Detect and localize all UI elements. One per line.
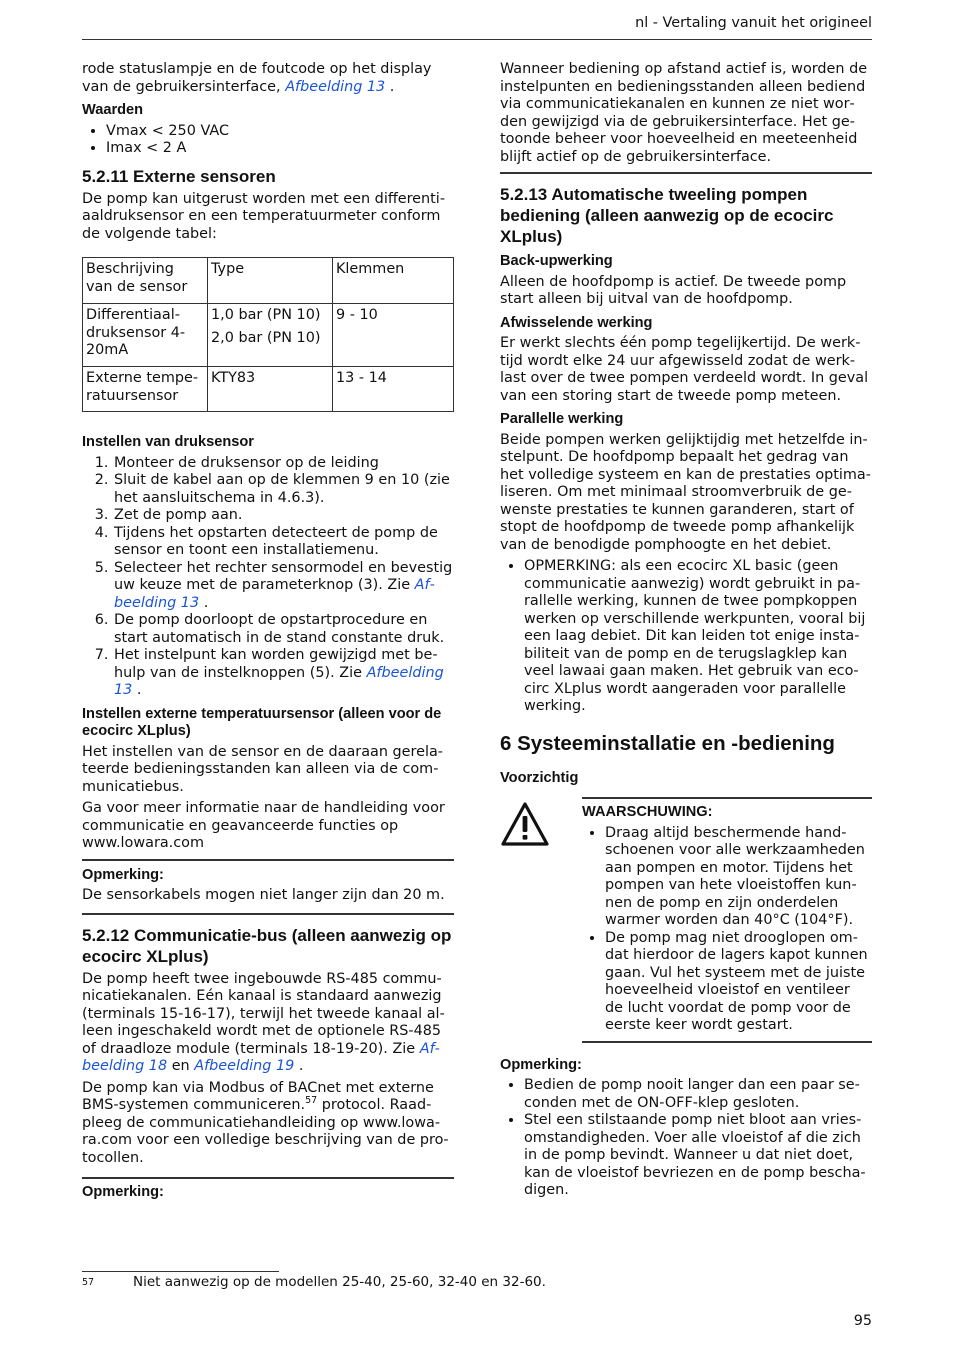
table-cell [208,304,333,367]
paragraph-text: en [171,1058,190,1074]
intro-paragraph [82,61,454,96]
warning-triangle-icon [500,797,582,1043]
footnote-rule [82,1271,279,1272]
step-end: . [203,594,209,611]
sensor-table [82,257,454,412]
link-afbeelding-13[interactable]: Afbeelding 13 [114,577,435,611]
intro-end: . [389,78,395,95]
list-item [113,560,454,613]
list-item [113,647,454,700]
note-text: als een ecocirc XL basic (geen communicatie aanwezig) wordt gebruikt in parallelle werking, kunnen de twee pompkoppen werken op verschillende werkpunten, vooral bij een laag debiet. Dit kan leiden tot enige instabiliteit van de pomp en de terugslagklep kan veel lawaai gaan maken. Het gebruik van ecocirc XLplus wordt aangeraden voor parallelle werking. [524,558,866,714]
warning-list [582,825,872,1035]
parallel-note-list [500,558,872,716]
page-number: 95 [853,1313,872,1329]
step-text: Het instelpunt kan worden gewijzigd met behulp van de instelknoppen (5). Zie [114,647,438,681]
alternating-text: Er werkt slechts één pomp tegelijkertijd. De werktijd wordt elke 24 uur afgewisseld zodat de werklast over de twee pompen verdeeld wordt. In geval van een storing start de tweede pomp meteen. [500,335,869,404]
note-heading: Opmerking: [82,1184,164,1200]
section-5-2-13-heading: 5.2.13 Automatische tweeling pompen bediening (alleen aanwezig op de ecocirc XLplus) [500,185,834,246]
waarden-list [82,123,454,158]
table-cell: 13 - 14 [333,367,454,412]
link-afbeelding-19[interactable]: Afbeelding 19 [194,1058,295,1074]
list-item: 4. Tijdens het opstarten detecteert de pomp de sensor en toont een installatiemenu. [113,525,454,560]
step-text: Selecteer het rechter sensormodel en bevestig uw keuze met de parameterknop (3). Zie [114,559,453,593]
temp-sensor-heading: Instellen externe temperatuursensor (alleen voor de ecocirc XLplus) [82,705,442,739]
section-5-2-12-paragraph [82,1080,454,1168]
list-item: • De pomp mag niet drooglopen omdat hierdoor de lagers kapot kunnen gaan. Vul het systeem met de juiste hoeveelheid vloeistof en ventileer de lucht voordat de pomp voor de eerste keer wordt gestart. [605,930,872,1035]
left-column [82,61,454,1205]
waarden-heading: Waarden [82,102,144,118]
footnote-ref[interactable]: 57 [305,1095,318,1107]
paragraph-text: De pomp kan via Modbus of BACnet met externe BMS-systemen communiceren. [82,1079,434,1113]
note-label: OPMERKING: [524,558,616,574]
table-cell: 9 - 10 [333,304,454,367]
list-item: • Draag altijd beschermende handschoenen voor alle werkzaamheden aan pompen en motor. Tijdens het pompen van hete vloeistoffen kunnen de pomp en zijn onderdelen warmer worden dan 40°C (104°F). [605,825,872,930]
table-row [83,304,454,367]
remote-control-paragraph: Wanneer bediening op afstand actief is, worden de instelpunten en bedieningsstanden alleen bediend via communicatiekanalen en kunnen ze niet worden gewijzigd via de gebruikersinterface. Het getoonde beheer voor hoeveelheid en meeteenheid blijft actief op de gebruikersinterface. [500,61,868,165]
table-cell: KTY83 [208,367,333,412]
parallel-text: Beide pompen werken gelijktijdig met hetzelfde instelpunt. De hoofdpomp bepaalt het gedrag van het volledige systeem en kan de prestaties optimaliseren. Om met minimaal stroomverbruik de gewenste prestaties te kunnen garanderen, start of stopt de hoofdpomp de tweede pomp afhankelijk van de benodigde pomphoogte en het debiet. [500,431,871,553]
backup-text: Alleen de hoofdpomp is actief. De tweede pomp start alleen bij uitval van de hoofdpomp. [500,273,847,307]
list-item: 3. Zet de pomp aan. [113,507,454,525]
note-heading: Opmerking: [82,866,164,883]
footnote-text: Niet aanwezig op de modellen 25-40, 25-60, 32-40 en 32-60. [133,1274,546,1290]
list-item: 6. De pomp doorloopt de opstartprocedure en start automatisch in de stand constante druk. [113,612,454,647]
list-item: 1. Monteer de druksensor op de leiding [113,455,454,473]
caution-heading: Voorzichtig [500,769,579,786]
section-5-2-12-heading: 5.2.12 Communicatie-bus (alleen aanwezig op ecocirc XLplus) [82,925,452,966]
list-item: • Imax < 2 A [106,140,454,158]
druksensor-heading: Instellen van druksensor [82,434,254,450]
list-item: • Stel een stilstaande pomp niet bloot aan vriesomstandigheden. Voer alle vloeistof af die zich in de pomp bevindt. Wanneer u dat niet doet, kan de vloeistof bevriezen en de pomp beschadigen. [524,1112,872,1200]
note-text: De sensorkabels mogen niet langer zijn dan 20 m. [82,887,445,903]
alternating-heading: Afwisselende werking [500,314,653,331]
warning-content [582,797,872,1043]
chapter-6-heading: 6 Systeeminstallatie en -bediening [500,731,835,755]
section-5-2-11-heading: 5.2.11 Externe sensoren [82,166,276,186]
list-item: 2. Sluit de kabel aan op de klemmen 9 en 10 (zie het aansluitschema in 4.6.3). [113,472,454,507]
link-afbeelding-13[interactable]: Afbeelding 13 [114,664,444,698]
temp-sensor-paragraph: Ga voor meer informatie naar de handleiding voor communicatie en geavanceerde functies op www.lowara.com [82,800,445,851]
link-afbeelding-13[interactable]: Afbeelding 13 [285,78,386,95]
note-box [82,859,454,915]
section-5-2-11-text: De pomp kan uitgerust worden met een differentiaaldruksensor en een temperatuurmeter conform de volgende tabel: [82,190,446,242]
note-list [500,1077,872,1200]
link-afbeelding-18[interactable]: Afbeelding 18 [82,1040,440,1074]
running-header: nl - Vertaling vanuit het origineel [635,15,872,31]
header-rule [82,39,872,40]
right-column [500,61,872,1204]
table-header-cell: Beschrijving van de sensor [83,258,208,304]
parallel-heading: Parallelle werking [500,411,624,427]
intro-text: rode statuslampje en de foutcode op het display van de gebruikersinterface, [82,61,432,95]
paragraph-text: . [298,1058,304,1074]
druksensor-steps [82,455,454,700]
warning-heading: WAARSCHUWING: [582,804,713,820]
step-end: . [136,682,142,698]
paragraph-text: De pomp heeft twee ingebouwde RS-485 communicatiekanalen. Eén kanaal is standaard aanwezig (terminals 15-16-17), terwijl het tweede kanaal alleen ingeschakeld wordt met de optionele RS-485 of draadloze module (terminals 18-19-20). Zie [82,970,445,1057]
list-item: • Vmax < 250 VAC [106,123,454,141]
type-value: 1,0 bar (PN 10) [211,307,321,323]
warning-block [500,797,872,1043]
note-heading: Opmerking: [500,1056,582,1073]
table-row [83,367,454,412]
paragraph-text: protocol. Raadpleeg de communicatiehandleiding op www.lowara.com voor een volledige beschrijving van de protocollen. [82,1097,449,1166]
footnote-number: 57 [82,1277,95,1288]
temp-sensor-paragraph: Het instellen van de sensor en de daaraan gerelateerde bedieningsstanden kan alleen via de communicatiebus. [82,743,443,795]
list-item [524,558,872,716]
table-header-cell: Klemmen [333,258,454,304]
table-header-cell: Type [208,258,333,304]
note-rule [82,1177,454,1179]
table-header-row [83,258,454,304]
section-rule [500,172,872,174]
table-cell: Differentiaaldruksensor 4-20mA [83,304,208,367]
section-5-2-12-paragraph [82,971,454,1076]
table-cell: Externe temperatuursensor [83,367,208,412]
type-value: 2,0 bar (PN 10) [211,329,321,346]
list-item: • Bedien de pomp nooit langer dan een paar seconden met de ON-OFF-klep gesloten. [524,1077,872,1112]
backup-heading: Back-upwerking [500,253,613,269]
